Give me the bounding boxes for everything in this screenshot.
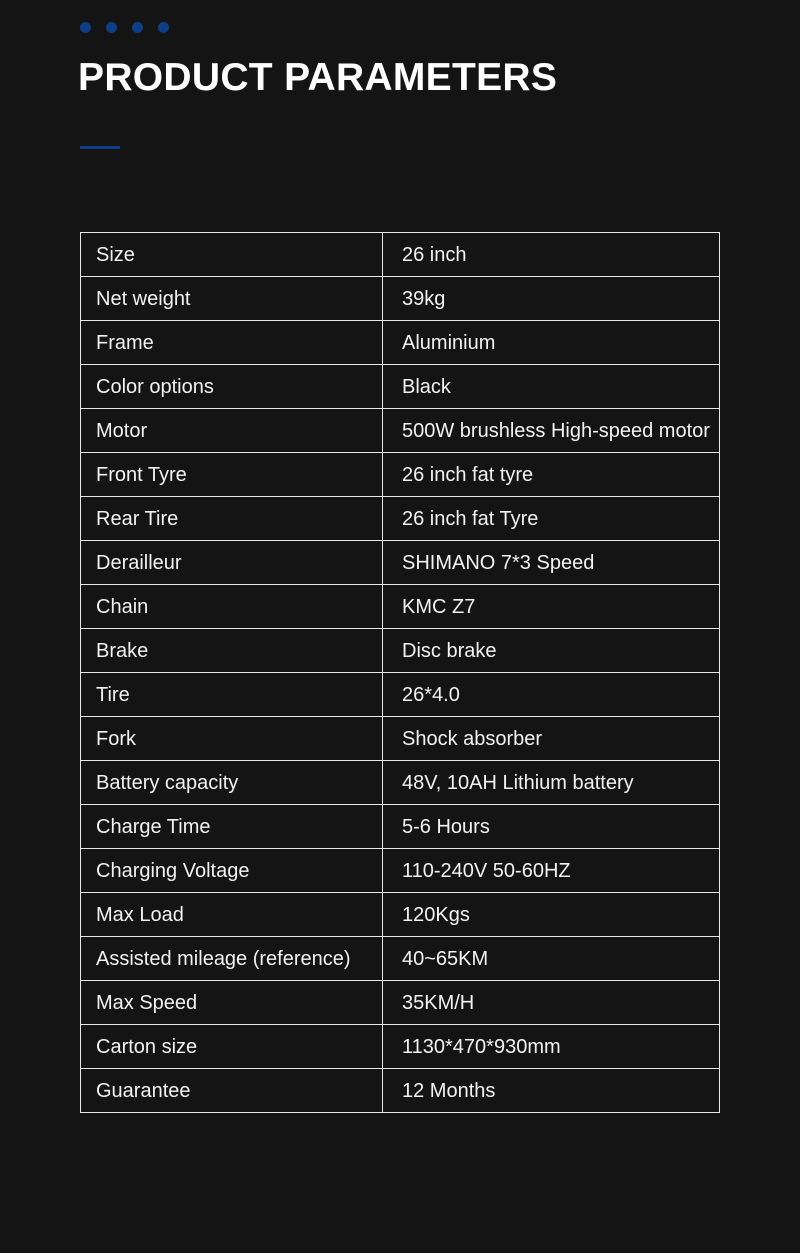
spec-value: 26 inch fat Tyre [383,497,720,541]
table-row [81,761,720,805]
spec-key: Net weight [81,277,383,321]
spec-key: Size [81,233,383,277]
table-row [81,849,720,893]
spec-value: 12 Months [383,1069,720,1113]
spec-key: Carton size [81,1025,383,1069]
spec-key: Max Load [81,893,383,937]
spec-value: 26 inch fat tyre [383,453,720,497]
spec-key: Guarantee [81,1069,383,1113]
table-row [81,321,720,365]
spec-value: 39kg [383,277,720,321]
spec-key: Charge Time [81,805,383,849]
table-row [81,277,720,321]
spec-key: Rear Tire [81,497,383,541]
spec-key: Battery capacity [81,761,383,805]
dot-3 [132,22,143,33]
spec-value: 5-6 Hours [383,805,720,849]
spec-key: Assisted mileage (reference) [81,937,383,981]
table-row [81,629,720,673]
spec-value: 120Kgs [383,893,720,937]
spec-value: 500W brushless High-speed motor [383,409,720,453]
spec-key: Motor [81,409,383,453]
dot-2 [106,22,117,33]
spec-key: Charging Voltage [81,849,383,893]
dot-1 [80,22,91,33]
table-row [81,453,720,497]
decorative-dots [80,22,169,33]
table-row [81,805,720,849]
table-row [81,541,720,585]
table-row [81,937,720,981]
table-row [81,893,720,937]
table-row [81,365,720,409]
table-row [81,497,720,541]
table-row [81,1025,720,1069]
spec-key: Frame [81,321,383,365]
table-row [81,1069,720,1113]
spec-value: Disc brake [383,629,720,673]
dot-4 [158,22,169,33]
spec-value: 26 inch [383,233,720,277]
spec-key: Front Tyre [81,453,383,497]
spec-key: Max Speed [81,981,383,1025]
spec-key: Color options [81,365,383,409]
title-underline [80,146,120,149]
spec-value: 48V, 10AH Lithium battery [383,761,720,805]
spec-value: Shock absorber [383,717,720,761]
spec-key: Derailleur [81,541,383,585]
table-row [81,585,720,629]
spec-table [80,232,720,1113]
spec-key: Brake [81,629,383,673]
spec-value: Aluminium [383,321,720,365]
table-row [81,233,720,277]
spec-key: Tire [81,673,383,717]
spec-value: 1130*470*930mm [383,1025,720,1069]
spec-value: KMC Z7 [383,585,720,629]
spec-value: 110-240V 50-60HZ [383,849,720,893]
spec-value: 26*4.0 [383,673,720,717]
table-row [81,409,720,453]
spec-value: SHIMANO 7*3 Speed [383,541,720,585]
table-row [81,981,720,1025]
page-title: PRODUCT PARAMETERS [78,56,558,99]
table-row [81,717,720,761]
spec-value: 35KM/H [383,981,720,1025]
spec-value: 40~65KM [383,937,720,981]
spec-value: Black [383,365,720,409]
spec-key: Chain [81,585,383,629]
spec-key: Fork [81,717,383,761]
table-row [81,673,720,717]
